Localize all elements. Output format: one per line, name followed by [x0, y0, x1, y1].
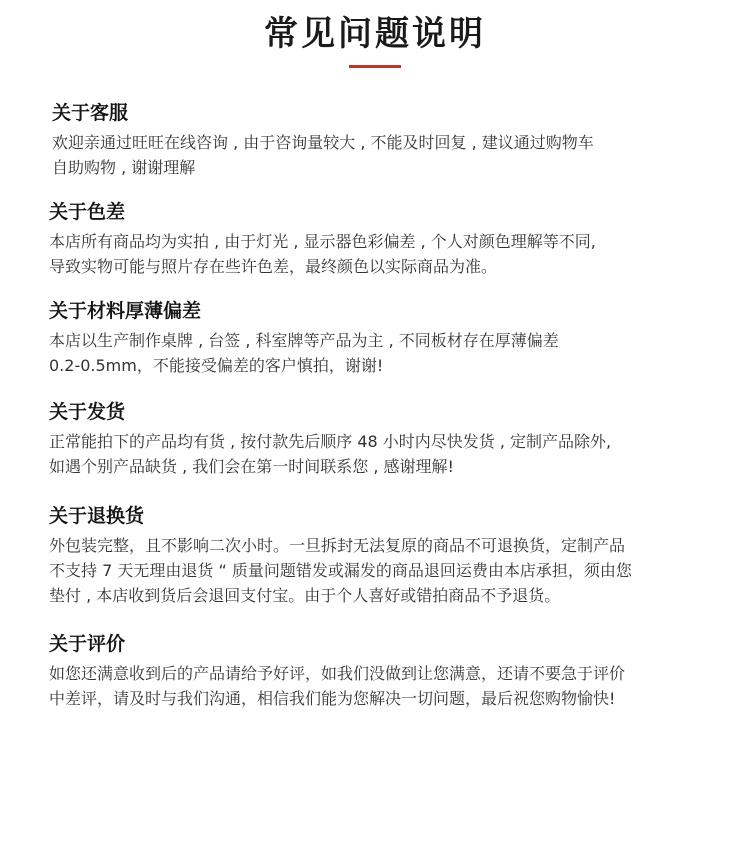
section-heading: 关于色差: [49, 201, 126, 223]
faq-section-color-difference: [49, 199, 714, 279]
faq-section-thickness-deviation: [49, 298, 714, 378]
section-heading: 关于发货: [49, 401, 126, 423]
section-body: 欢迎亲通过旺旺在线咨询 , 由于咨询量较大 , 不能及时回复 , 建议通过购物车 自助购物 , 谢谢理解: [52, 133, 594, 177]
section-heading: 关于评价: [49, 633, 126, 655]
faq-section-customer-service: [49, 100, 714, 180]
section-heading: 关于退换货: [49, 505, 145, 527]
faq-section-shipping: [49, 399, 714, 479]
section-heading: 关于客服: [52, 102, 129, 124]
faq-section-reviews: [49, 631, 714, 711]
faq-section-returns: [49, 503, 714, 608]
section-body: 如您还满意收到后的产品请给予好评，如我们没做到让您满意，还请不要急于评价 中差评，请及时与我们沟通，相信我们能为您解决一切问题，最后祝您购物愉快!: [49, 664, 626, 708]
title-underline: [349, 65, 401, 68]
section-body: 外包装完整，且不影响二次小时。一旦拆封无法复原的商品不可退换货，定制产品 不支持 7 天无理由退货 “ 质量问题错发或漏发的商品退回运费由本店承担，须由您 垫付 , 本店收到货后会退回支付宝。由于个人喜好或错拍商品不予退货。: [49, 536, 632, 605]
section-body: 本店以生产制作桌牌 , 台签 , 科室牌等产品为主 , 不同板材存在厚薄偏差 0.2-0.5mm，不能接受偏差的客户慎拍，谢谢!: [49, 331, 559, 375]
section-body: 正常能拍下的产品均有货 , 按付款先后顺序 48 小时内尽快发货 , 定制产品除外, 如遇个别产品缺货 , 我们会在第一时间联系您 , 感谢理解!: [49, 432, 612, 476]
section-heading: 关于材料厚薄偏差: [49, 300, 202, 322]
section-body: 本店所有商品均为实拍 , 由于灯光 , 显示器色彩偏差 , 个人对颜色理解等不同, 导致实物可能与照片存在些许色差，最终颜色以实际商品为准。: [49, 232, 596, 276]
page-title: 常见问题说明: [264, 14, 486, 54]
